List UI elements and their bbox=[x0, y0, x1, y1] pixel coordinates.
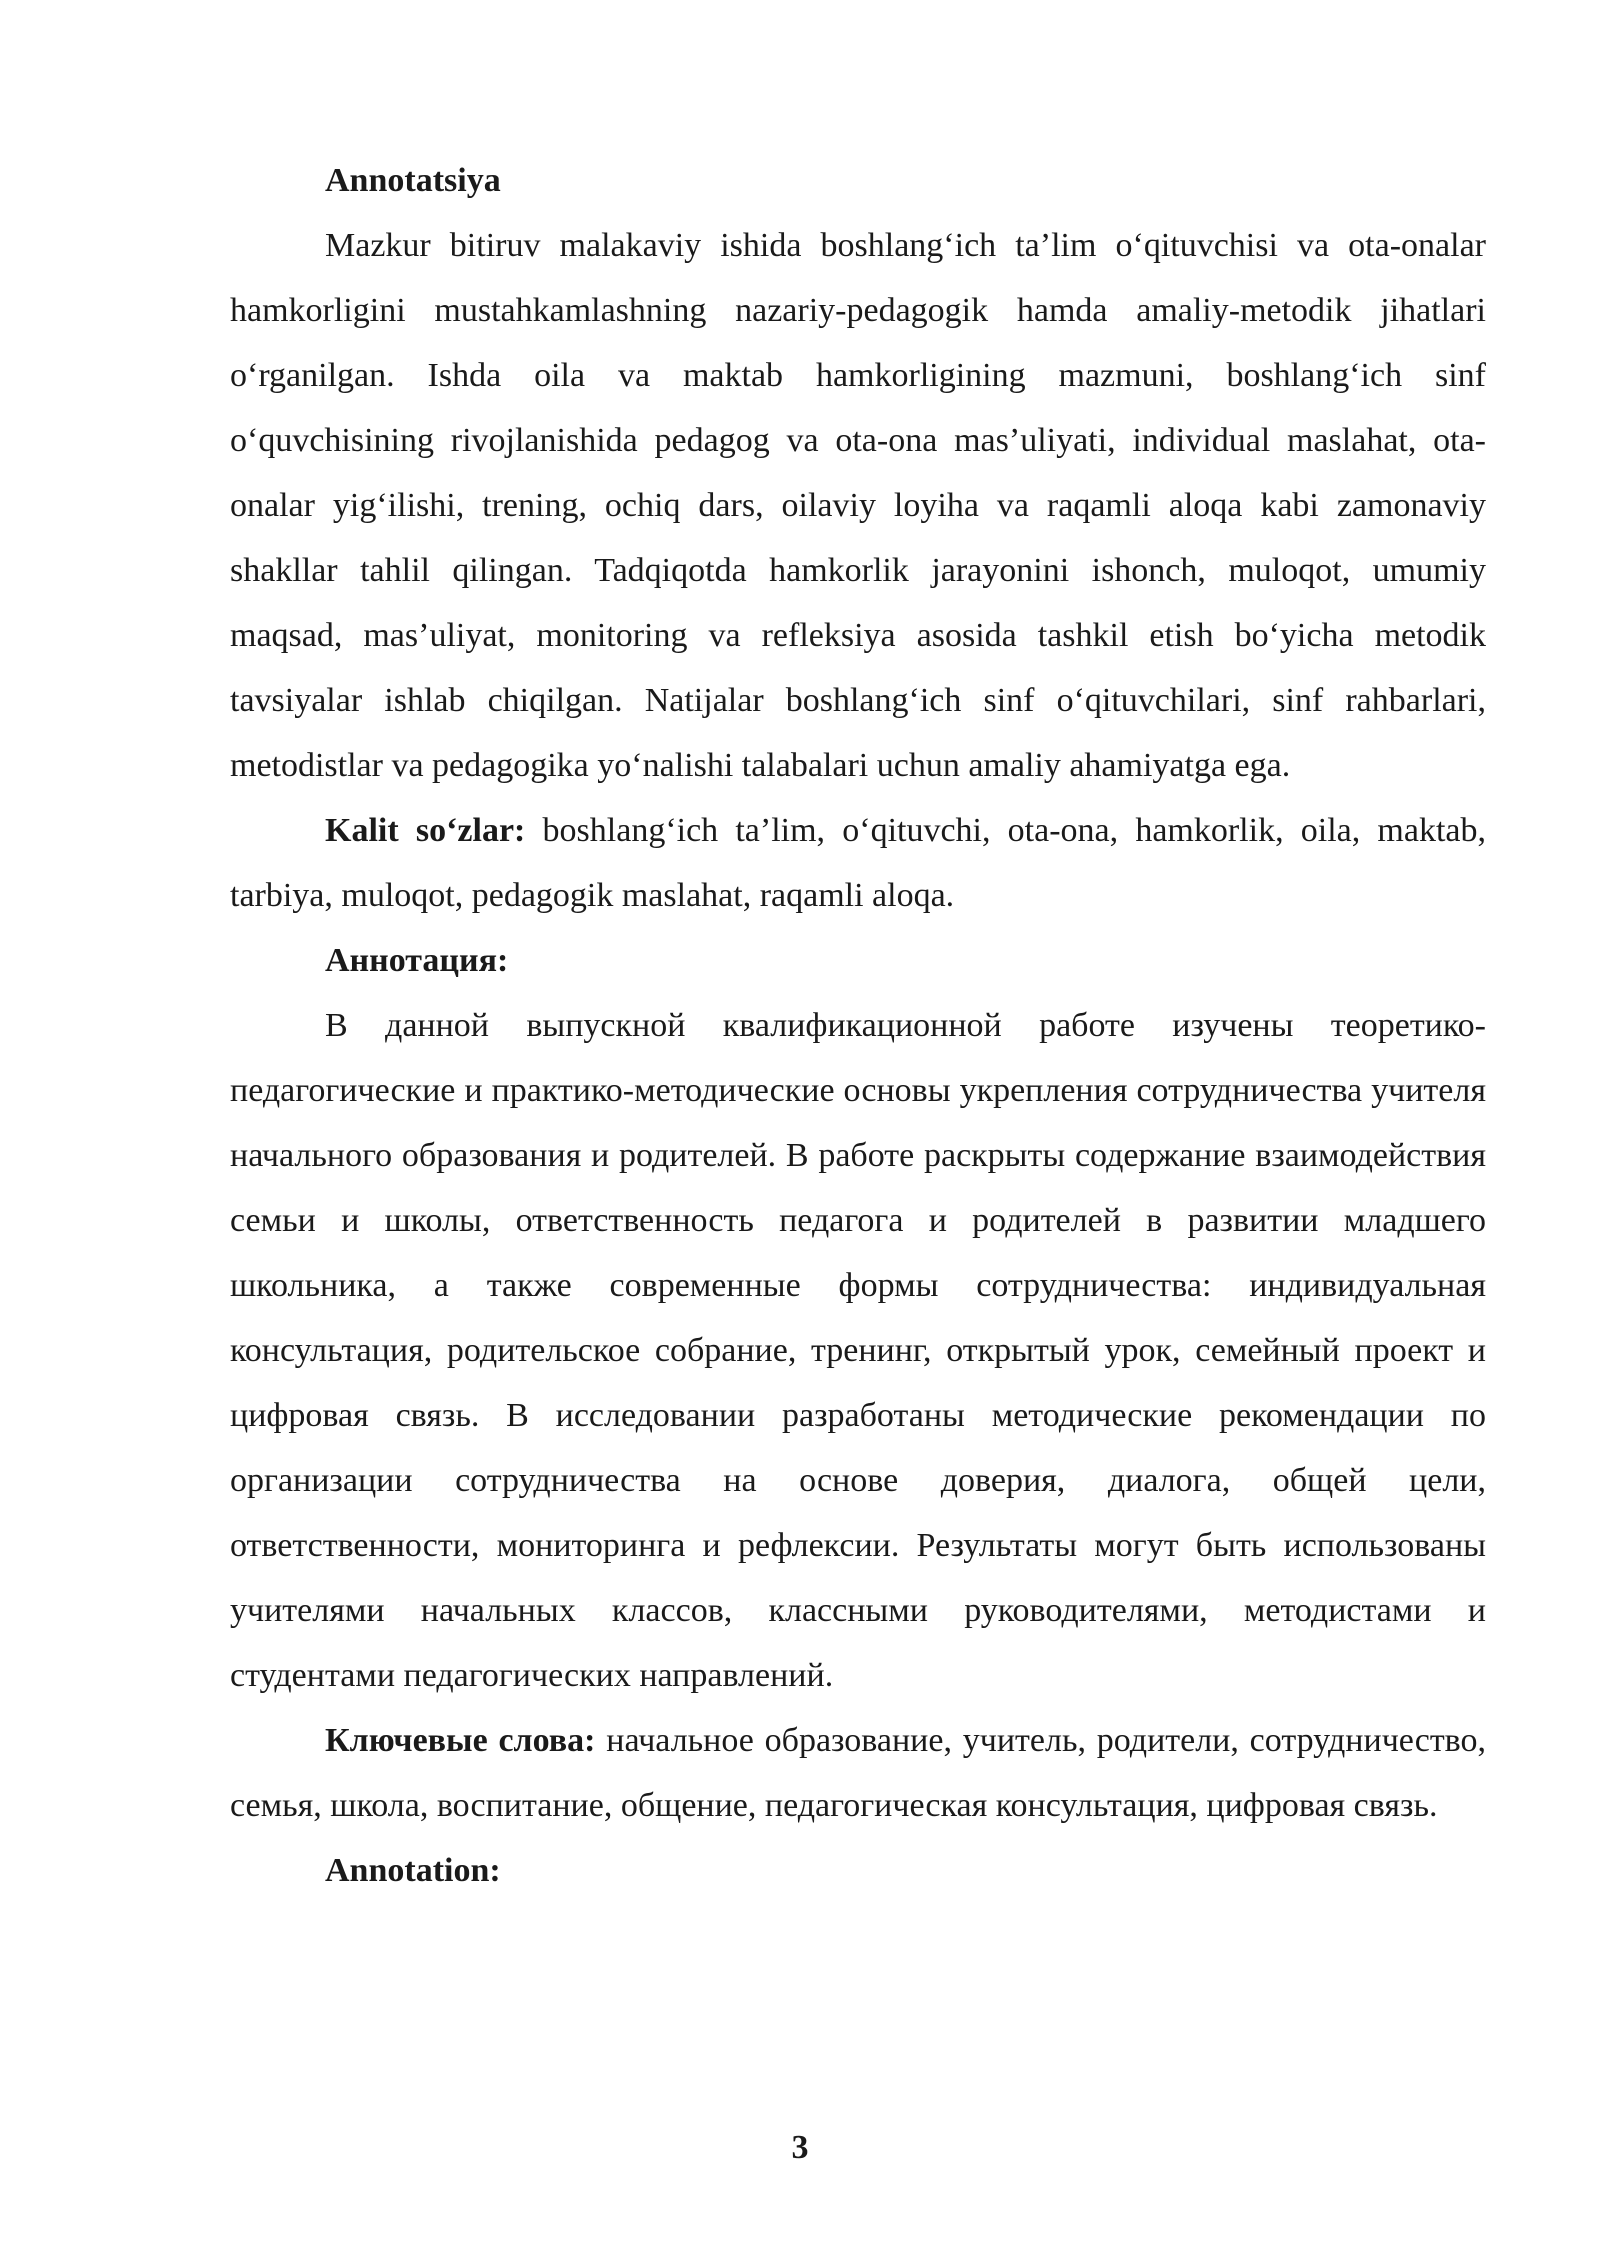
uz-keywords-list: boshlang‘ich ta’lim, o‘qituvchi, ota-ona, hamkorlik, oila, maktab, tarbiya, muloqot, pedagogik maslahat, raqamli aloqa. bbox=[230, 812, 1486, 914]
uz-annotation-body: Mazkur bitiruv malakaviy ishida boshlang‘ich ta’lim o‘qituvchisi va ota-onalar hamkorligini mustahkamlashning nazariy-pedagogik hamda amaliy-metodik jihatlari o‘rganilgan. Ishda oila va maktab hamkorligining mazmuni, boshlang‘ich sinf o‘quvchisining rivojlanishida pedagog va ota-ona mas’uliyati, individual maslahat, ota-onalar yig‘ilishi, trening, ochiq dars, oilaviy loyiha va raqamli aloqa kabi zamonaviy shakllar tahlil qilingan. Tadqiqotda hamkorlik jarayonini ishonch, muloqot, umumiy maqsad, mas’uliyat, monitoring va refleksiya asosida tashkil etish bo‘yicha metodik tavsiyalar ishlab chiqilgan. Natijalar boshlang‘ich sinf o‘qituvchilari, sinf rahbarlari, metodistlar va pedagogika yo‘nalishi talabalari uchun amaliy ahamiyatga ega. bbox=[230, 227, 1486, 784]
ru-keywords bbox=[230, 1708, 1486, 1838]
uz-keywords-label: Kalit so‘zlar: bbox=[325, 812, 526, 849]
ru-annotation-heading: Аннотация: bbox=[325, 942, 509, 979]
page-number: 3 bbox=[791, 2129, 809, 2166]
uz-annotation-heading: Annotatsiya bbox=[325, 162, 501, 199]
ru-keywords-list: начальное образование, учитель, родители, сотрудничество, семья, школа, воспитание, общение, педагогическая консультация, цифровая связь. bbox=[230, 1722, 1486, 1824]
document-page bbox=[230, 148, 1486, 1903]
ru-keywords-label: Ключевые слова: bbox=[325, 1722, 596, 1759]
uz-keywords bbox=[230, 798, 1486, 928]
ru-annotation-body: В данной выпускной квалификационной работе изучены теоретико-педагогические и практико-методические основы укрепления сотрудничества учителя начального образования и родителей. В работе раскрыты содержание взаимодействия семьи и школы, ответственность педагога и родителей в развитии младшего школьника, а также современные формы сотрудничества: индивидуальная консультация, родительское собрание, тренинг, открытый урок, семейный проект и цифровая связь. В исследовании разработаны методические рекомендации по организации сотрудничества на основе доверия, диалога, общей цели, ответственности, мониторинга и рефлексии. Результаты могут быть использованы учителями начальных классов, классными руководителями, методистами и студентами педагогических направлений. bbox=[230, 1007, 1486, 1694]
en-annotation-heading: Annotation: bbox=[325, 1852, 501, 1889]
